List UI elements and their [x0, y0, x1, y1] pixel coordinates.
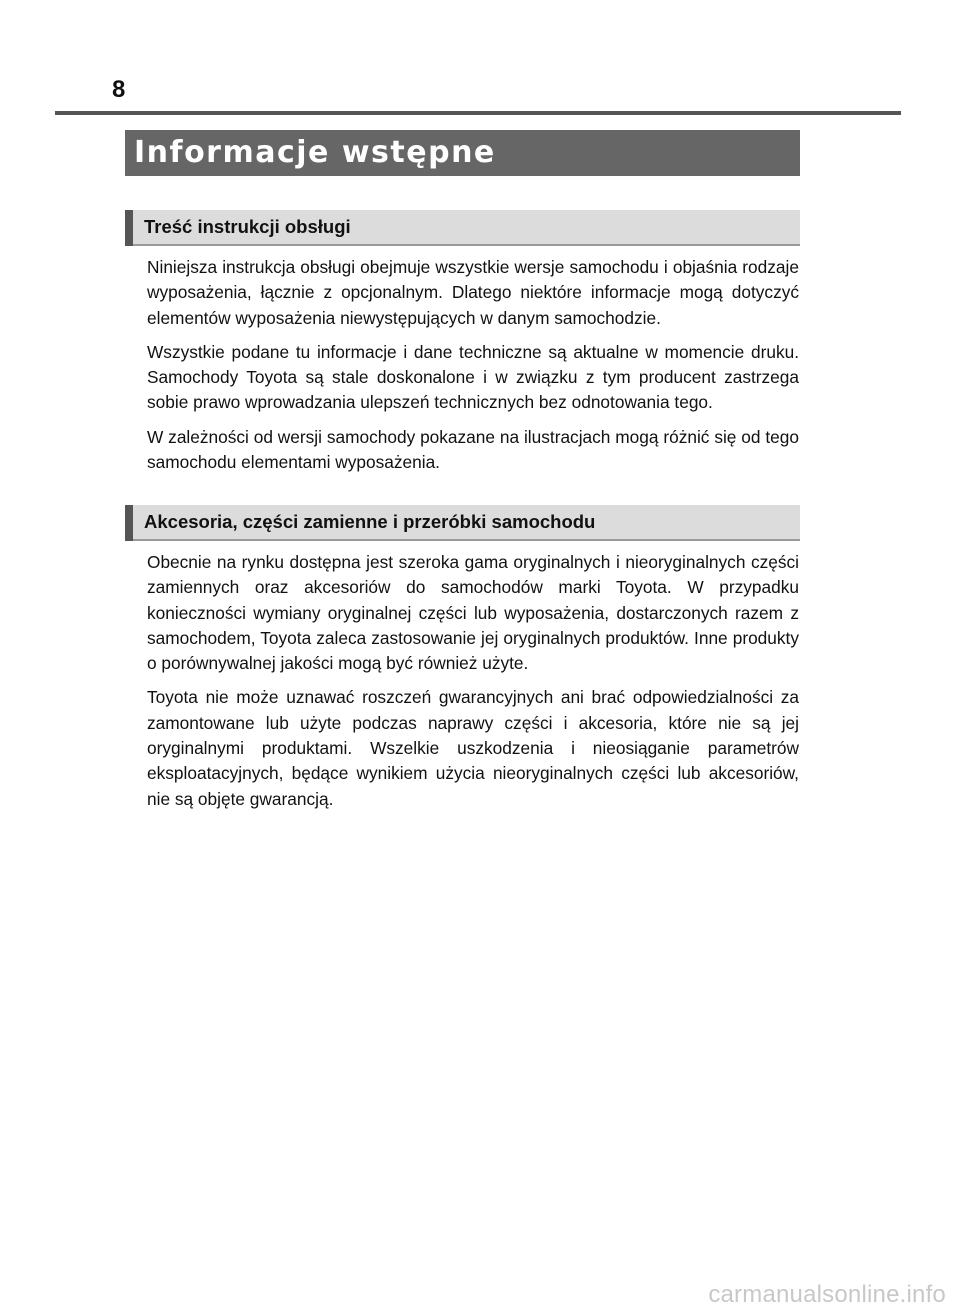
header-rule	[55, 111, 901, 115]
page-number: 8	[112, 76, 126, 103]
paragraph: W zależności od wersji samochody pokazane na ilustracjach mogą różnić się od tego samochodu elementami wyposażenia.	[147, 426, 799, 473]
section-accent	[125, 505, 133, 541]
paragraph: Toyota nie może uznawać roszczeń gwarancyjnych ani brać odpowiedzialności za zamontowane lub użyte podczas naprawy części i akcesoria, które nie są jej oryginalnymi produktami. Wszelkie uszkodzenia i nieosiąganie parametrów eksploatacyjnych, będące wynikiem użycia nieoryginalnych części lub akcesoriów, nie są objęte gwarancją.	[147, 687, 799, 809]
main-title-bar	[125, 130, 800, 176]
paragraph: Obecnie na rynku dostępna jest szeroka gama oryginalnych i nieoryginalnych części zamiennych oraz akcesoriów do samochodów marki Toyota. W przypadku konieczności wymiany oryginalnej części lub wyposażenia, dostarczonych razem z samochodem, Toyota zaleca zastosowanie jej oryginalnych produktów. Inne produkty o porównywalnej jakości mogą być również użyte.	[147, 552, 799, 674]
paragraph: Niniejsza instrukcja obsługi obejmuje wszystkie wersje samochodu i objaśnia rodzaje wyposażenia, łącznie z opcjonalnym. Dlatego niektóre informacje mogą dotyczyć elementów wyposażenia niewystępujących w danym samochodzie.	[147, 257, 799, 328]
watermark: carmanualsonline.info	[708, 1281, 946, 1308]
section-accent	[125, 210, 133, 246]
section-body-accessories	[147, 550, 799, 821]
section-heading-label: Treść instrukcji obsługi	[144, 216, 351, 237]
section-heading-accessories	[125, 505, 800, 541]
page-title: Informacje wstępne	[134, 135, 496, 170]
section-body-content	[147, 255, 799, 484]
paragraph: Wszystkie podane tu informacje i dane techniczne są aktualne w momencie druku. Samochody Toyota są stale doskonalone i w związku z tym producent zastrzega sobie prawo wprowadzania ulepszeń technicznych bez odnotowania tego.	[147, 341, 799, 413]
section-heading-label: Akcesoria, części zamienne i przeróbki samochodu	[144, 511, 596, 532]
section-heading-content	[125, 210, 800, 246]
